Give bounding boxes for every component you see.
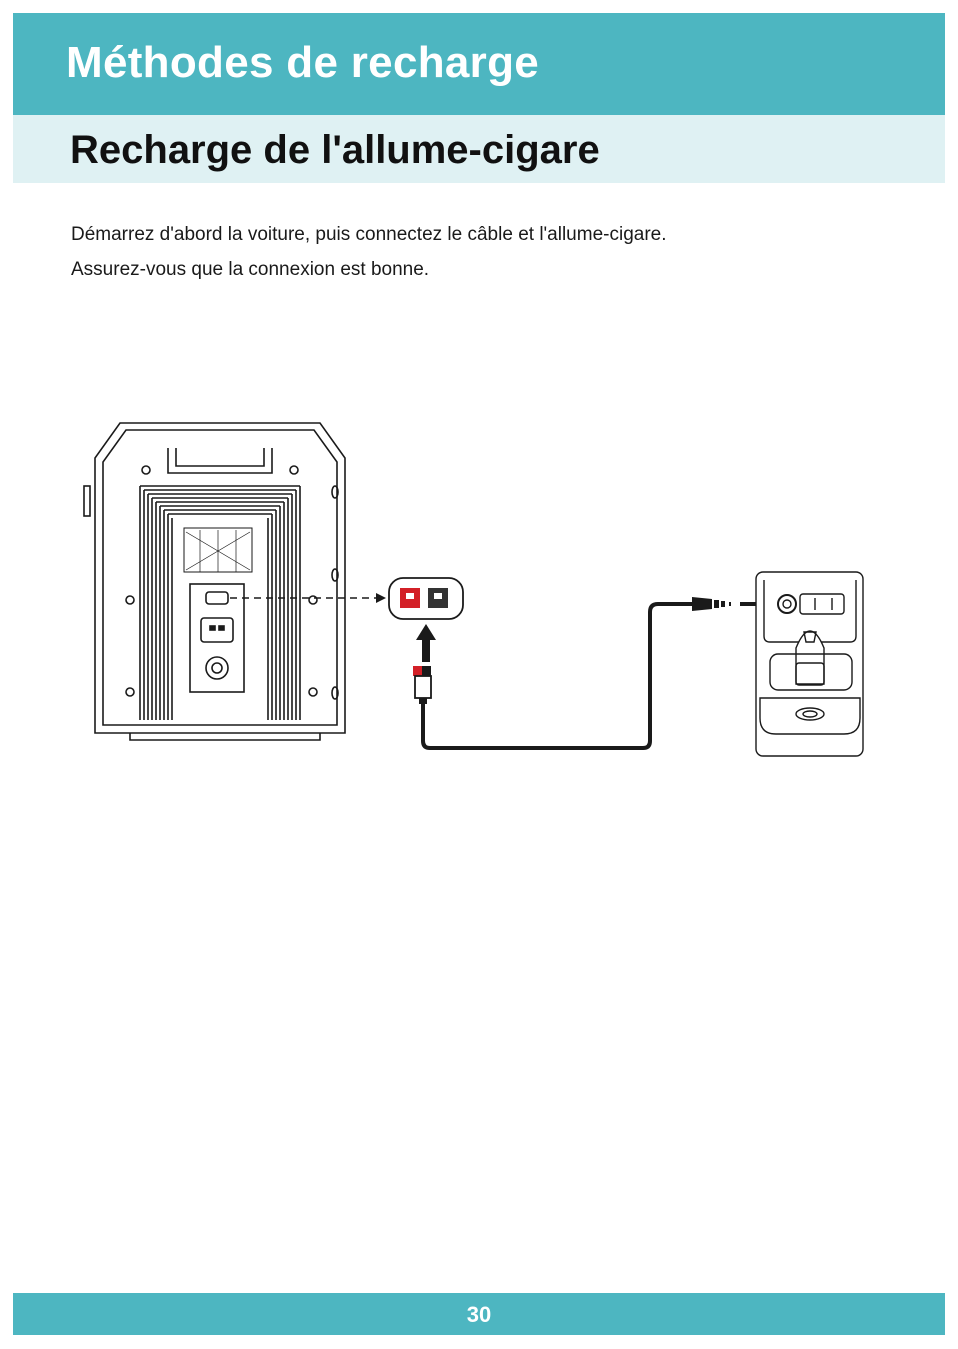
car-plug-icon (692, 597, 731, 611)
car-center-console-icon (756, 572, 863, 756)
instruction-line-2: Assurez-vous que la connexion est bonne. (71, 259, 430, 280)
cable-plug-icon (413, 666, 431, 704)
cable-icon (423, 604, 692, 748)
page-number: 30 (466, 1302, 492, 1327)
power-station-rear-view (84, 423, 345, 740)
section-title: Recharge de l'allume-cigare (70, 128, 600, 172)
footer-band (13, 1293, 945, 1335)
charging-diagram (80, 418, 880, 768)
instruction-line-1: Démarrez d'abord la voiture, puis connectez le câble et l'allume-cigare. (71, 224, 667, 245)
page-title: Méthodes de recharge (66, 38, 540, 87)
anderson-connector-icon (389, 578, 463, 619)
